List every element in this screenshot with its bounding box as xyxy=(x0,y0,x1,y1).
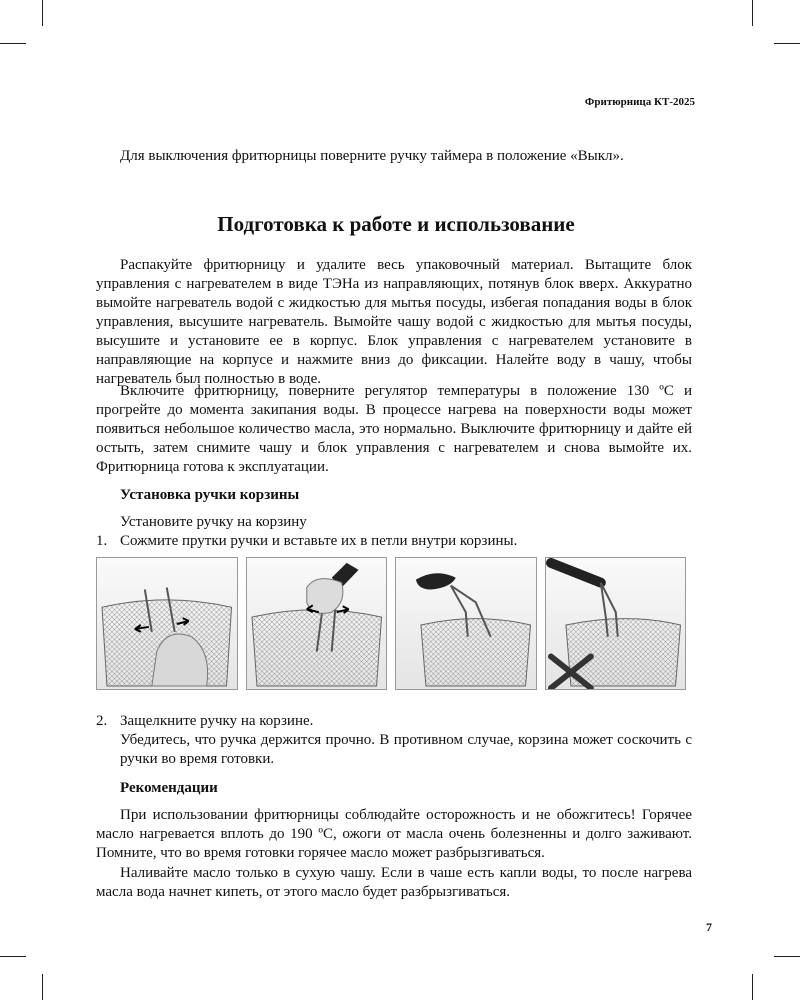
basket-photo-4-incorrect xyxy=(545,557,687,690)
basket-photo-2 xyxy=(246,557,388,690)
crop-mark xyxy=(0,956,26,957)
crop-mark xyxy=(774,956,800,957)
handle-subheading: Установка ручки корзины xyxy=(120,487,300,503)
crop-mark xyxy=(42,0,43,26)
section-title: Подготовка к работе и использование xyxy=(217,212,575,236)
crop-mark xyxy=(752,0,753,26)
page-number: 7 xyxy=(706,920,712,934)
recommendations-subheading: Рекомендации xyxy=(120,780,218,796)
step-1 xyxy=(96,532,692,551)
handle-photo-strip xyxy=(96,557,686,690)
crop-mark xyxy=(0,43,26,44)
prep-paragraph-2: Включите фритюрницу, поверните регулятор температуры в положение 130 ºС и прогрейте до момента закипания воды. В процессе нагрева на поверхности воды может появиться небольшое количество масла, это нормально. Выключите фритюрницу и дайте ей остыть, затем снимите чашу и блок управления с нагревателем и снова вымойте их. Фритюрница готова к эксплуатации. xyxy=(96,383,692,475)
recommendations-paragraph-1: При использовании фритюрницы соблюдайте осторожность и не обожгитесь! Горячее масло нагревается вплоть до 190 ºС, ожоги от масла очень болезненны и долго заживают. Помните, что во время готовки горячее масло может разбрызгиваться. xyxy=(96,807,692,861)
crop-mark xyxy=(42,974,43,1000)
step-number: 2. xyxy=(96,713,108,729)
step-text: Защелкните ручку на корзине. xyxy=(120,713,314,729)
intro-paragraph: Для выключения фритюрницы поверните ручку таймера в положение «Выкл». xyxy=(120,148,624,164)
crop-mark xyxy=(752,974,753,1000)
basket-photo-3 xyxy=(395,557,537,690)
step-number: 1. xyxy=(96,533,108,549)
step-text: Сожмите прутки ручки и вставьте их в петли внутри корзины. xyxy=(120,533,518,549)
handle-intro: Установите ручку на корзину xyxy=(120,514,307,530)
running-header: Фритюрница КТ-2025 xyxy=(584,96,695,108)
step-note: Убедитесь, что ручка держится прочно. В противном случае, корзина может соскочить с ручки во время готовки. xyxy=(120,732,692,767)
crop-mark xyxy=(774,43,800,44)
basket-photo-1 xyxy=(96,557,238,690)
step-2 xyxy=(96,712,692,769)
prep-paragraph-1: Распакуйте фритюрницу и удалите весь упаковочный материал. Вытащите блок управления с нагревателем в виде ТЭНа из направляющих, потянув блок вверх. Аккуратно вымойте нагреватель водой с жидкостью для мытья посуды, избегая попадания воды в блок управления, высушите нагреватель. Вымойте чашу водой с жидкостью для мытья посуды, высушите и установите ее в корпус. Блок управления с нагревателем установите в направляющие на корпусе и нажмите вниз до фиксации. Налейте воду в чашу, чтобы нагреватель был полностью в воде. xyxy=(96,257,692,387)
recommendations-paragraph-2: Наливайте масло только в сухую чашу. Если в чаше есть капли воды, то после нагрева масла вода начнет кипеть, от этого масло будет разбрызгиваться. xyxy=(96,865,692,900)
